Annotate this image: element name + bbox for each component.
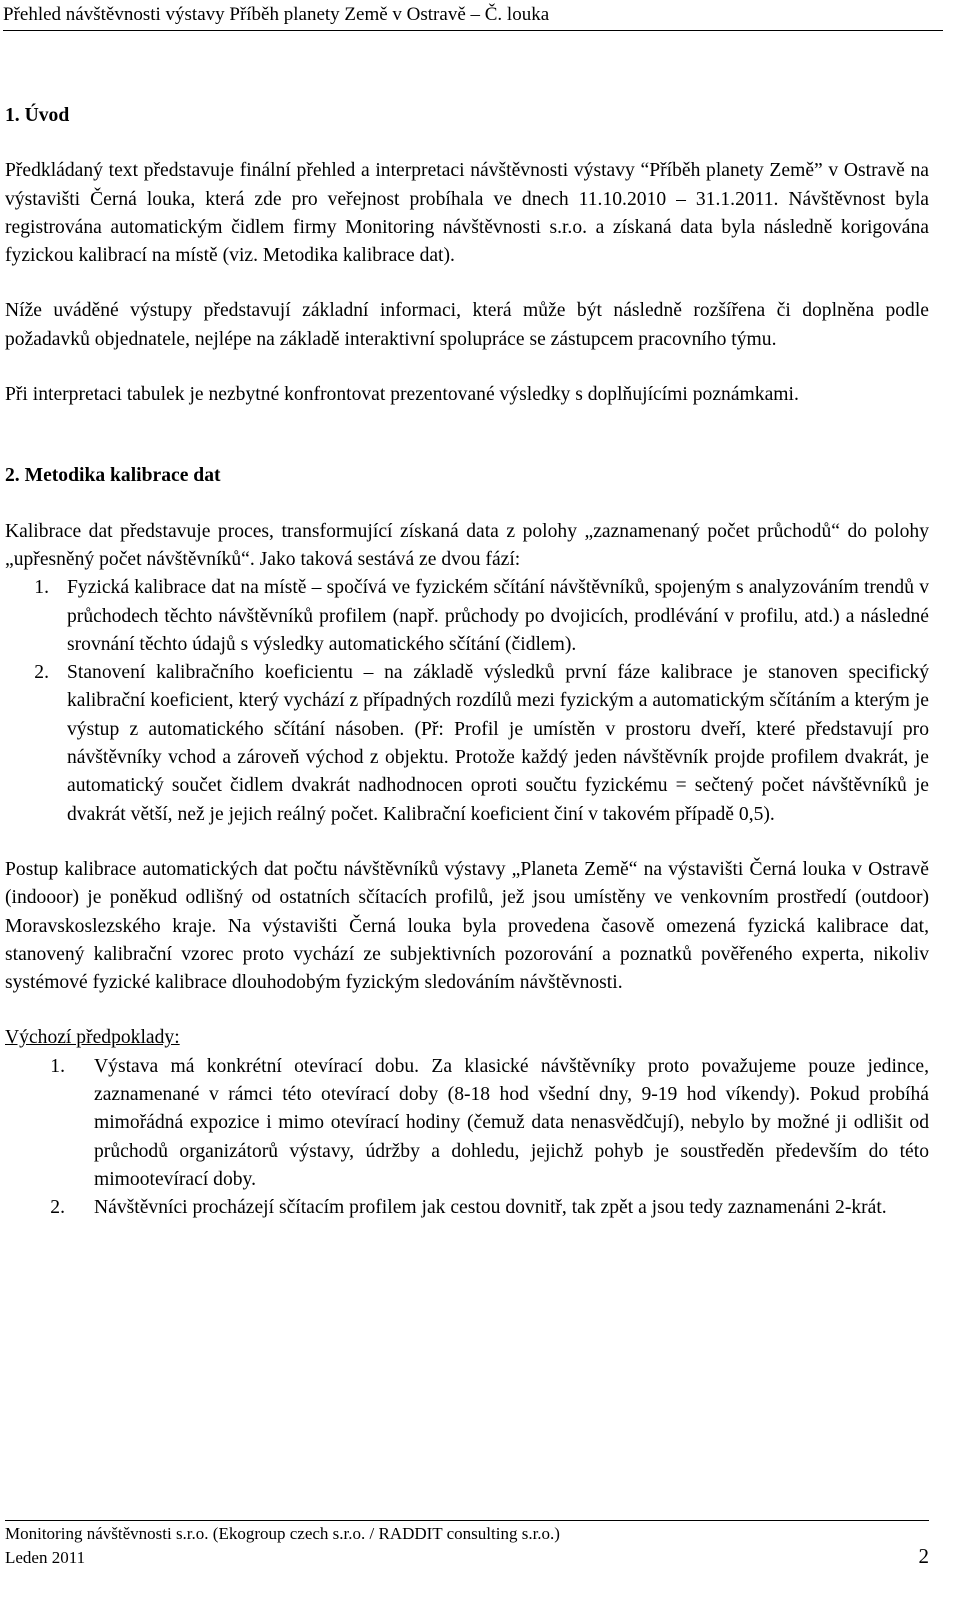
intro-paragraph-2: Níže uváděné výstupy představují základní informaci, která může být následně rozšířena či doplněna podle požadavků objednatele, nejlépe na základě interaktivní spolupráce se zástupcem pracovního týmu. — [5, 300, 929, 350]
list-number: 2. — [50, 1197, 65, 1219]
list-item — [5, 1053, 929, 1194]
list-number: 1. — [50, 1055, 65, 1077]
section-1-heading: 1. Úvod — [5, 105, 70, 126]
header-title: Přehled návštěvnosti výstavy Příběh planety Země v Ostravě – Č. louka — [3, 4, 550, 25]
calibration-phases-list — [5, 574, 929, 829]
list-item — [5, 1194, 929, 1222]
list-text: Fyzická kalibrace dat na místě – spočívá ve fyzickém sčítání návštěvníků, spojeným s analyzováním trendů v průchodech těchto návštěvníků profilem (např. průchody po dvojicích, prodlévání v profilu, atd.) a následné srovnání těchto údajů s výsledky automatického sčítání (čidlem). — [67, 577, 929, 655]
list-item — [5, 574, 929, 659]
intro-paragraph-3: Při interpretaci tabulek je nezbytné konfrontovat prezentované výsledky s doplňujícími poznámkami. — [5, 384, 799, 406]
list-number: 1. — [34, 577, 49, 599]
list-text: Návštěvníci procházejí sčítacím profilem jak cestou dovnitř, tak zpět a jsou tedy zaznamenáni 2-krát. — [94, 1197, 887, 1219]
calibration-procedure-paragraph: Postup kalibrace automatických dat počtu návštěvníků výstavy „Planeta Země“ na výstavišti Černá louka v Ostravě (indooor) je poněkud odlišný od ostatních sčítacích profilů, jež jsou umístěny ve venkovním prostředí (outdoor) Moravskoslezského kraje. Na výstavišti Černá louka byla provedena časově omezená fyzická kalibrace dat, stanovený kalibrační vzorec proto vychází ze subjektivních pozorování a poznatků pověřeného experta, nikoliv systémové fyzické kalibrace dlouhodobým fyzickým sledováním návštěvnosti. — [5, 858, 929, 994]
list-number: 2. — [34, 662, 49, 684]
list-text: Stanovení kalibračního koeficientu – na základě výsledků první fáze kalibrace je stanoven specifický kalibrační koeficient, který vychází z případných rozdílů mezi fyzickým a automatickým sčítáním a kterým je výstup z automatického sčítání násoben. (Př: Profil je umístěn v prostoru dveří, které představují pro návštěvníky vchod a zároveň východ z objektu. Protože každý jeden návštěvník projde profilem dvakrát, je automatický součet čidlem dvakrát nadhodnocen oproti součtu fyzickému = sečtený počet návštěvníků je dvakrát větší, než je jejich reálný počet. Kalibrační koeficient činí v takovém případě 0,5). — [67, 662, 929, 825]
footer-date: Leden 2011 — [5, 1548, 86, 1567]
page-header — [3, 4, 943, 31]
methodology-intro: Kalibrace dat představuje proces, transformující získaná data z polohy „zaznamenaný počet průchodů“ do polohy „upřesněný počet návštěvníků“. Jako taková sestává ze dvou fází: — [5, 520, 929, 570]
list-item — [5, 659, 929, 829]
list-text: Výstava má konkrétní otevírací dobu. Za klasické návštěvníky proto považujeme pouze jedince, zaznamenané v rámci této otevírací doby (8-18 hod všední dny, 9-19 hod víkendy). Pokud probíhá mimořádná expozice i mimo otevírací hodiny (čemuž data nenasvědčují), nebylo by možné ji odlišit od průchodů organizátorů výstavy, údržby a dohledu, jejichž pohyb je soustředěn především do této mimootevírací doby. — [94, 1055, 929, 1190]
footer-company: Monitoring návštěvnosti s.r.o. (Ekogroup czech s.r.o. / RADDIT consulting s.r.o.) — [5, 1524, 560, 1543]
page-number: 2 — [918, 1544, 929, 1568]
section-2-heading: 2. Metodika kalibrace dat — [5, 465, 221, 487]
assumptions-list — [5, 1053, 929, 1223]
document-body — [5, 102, 929, 1223]
assumptions-heading: Výchozí předpoklady: — [5, 1027, 180, 1049]
intro-paragraph-1: Předkládaný text představuje finální přehled a interpretaci návštěvnosti výstavy “Příběh planety Země” v Ostravě na výstavišti Černá louka, která zde pro veřejnost probíhala ve dnech 11.10.2010 – 31.1.2011. Návštěvnost byla registrována automatickým čidlem firmy Monitoring návštěvnosti s.r.o. a získaná data byla následně korigována fyzickou kalibrací na místě (viz. Metodika kalibrace dat). — [5, 160, 929, 267]
page-footer — [5, 1520, 929, 1569]
